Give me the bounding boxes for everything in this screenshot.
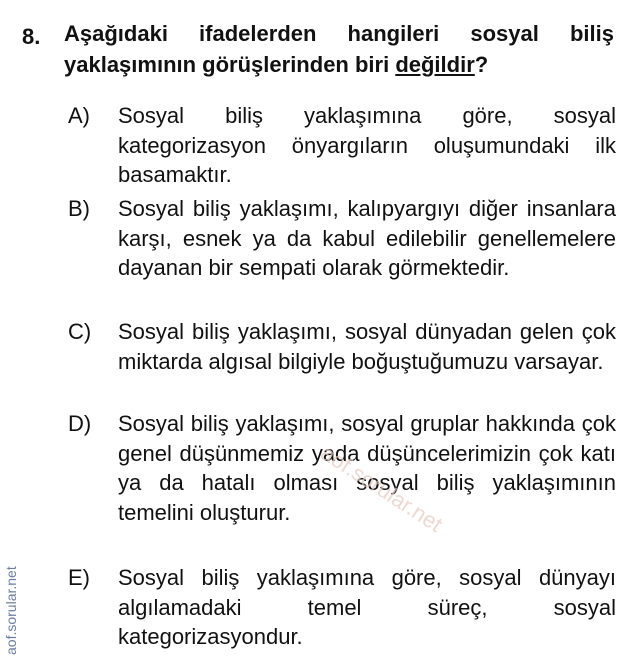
option-letter: C) bbox=[68, 319, 92, 344]
watermark-side: aof.sorular.net bbox=[3, 566, 19, 655]
option-letter: E) bbox=[68, 565, 90, 590]
option-letter: B) bbox=[68, 196, 90, 221]
option-text: Sosyal biliş yaklaşımına göre, sosyal dünyayı algılamadaki temel süreç, sosyal kategorizasyondur. bbox=[118, 565, 616, 649]
question-stem-end: ? bbox=[474, 52, 489, 77]
option-letter: D) bbox=[68, 411, 92, 436]
question-number: 8. bbox=[22, 24, 41, 49]
option-text: Sosyal biliş yaklaşımı, kalıpyargıyı diğer insanlara karşı, esnek ya da kabul edilebilir genellemelere dayanan bir sempati olarak görmektedir. bbox=[118, 196, 616, 280]
question-stem-text: Aşağıdaki ifadelerden hangileri sosyal biliş yaklaşımının görüşlerinden biri bbox=[64, 21, 614, 77]
option-text: Sosyal biliş yaklaşımı, sosyal gruplar hakkında çok genel düşünmemiz yada düşüncelerimizin çok katı ya da hatalı olması sosyal biliş yaklaşımının temelini oluşturur. bbox=[118, 411, 616, 525]
option-text: Sosyal biliş yaklaşımına göre, sosyal kategorizasyon önyargıların oluşumundaki ilk basamaktır. bbox=[118, 103, 616, 187]
option-text: Sosyal biliş yaklaşımı, sosyal dünyadan gelen çok miktarda algısal bilgiyle boğuştuğumuzu varsayar. bbox=[118, 319, 616, 374]
watermark-center: aof.sorular.net bbox=[316, 440, 447, 537]
option-letter: A) bbox=[68, 103, 90, 128]
question-stem bbox=[64, 18, 614, 80]
question-negative-word: değildir bbox=[395, 52, 475, 77]
